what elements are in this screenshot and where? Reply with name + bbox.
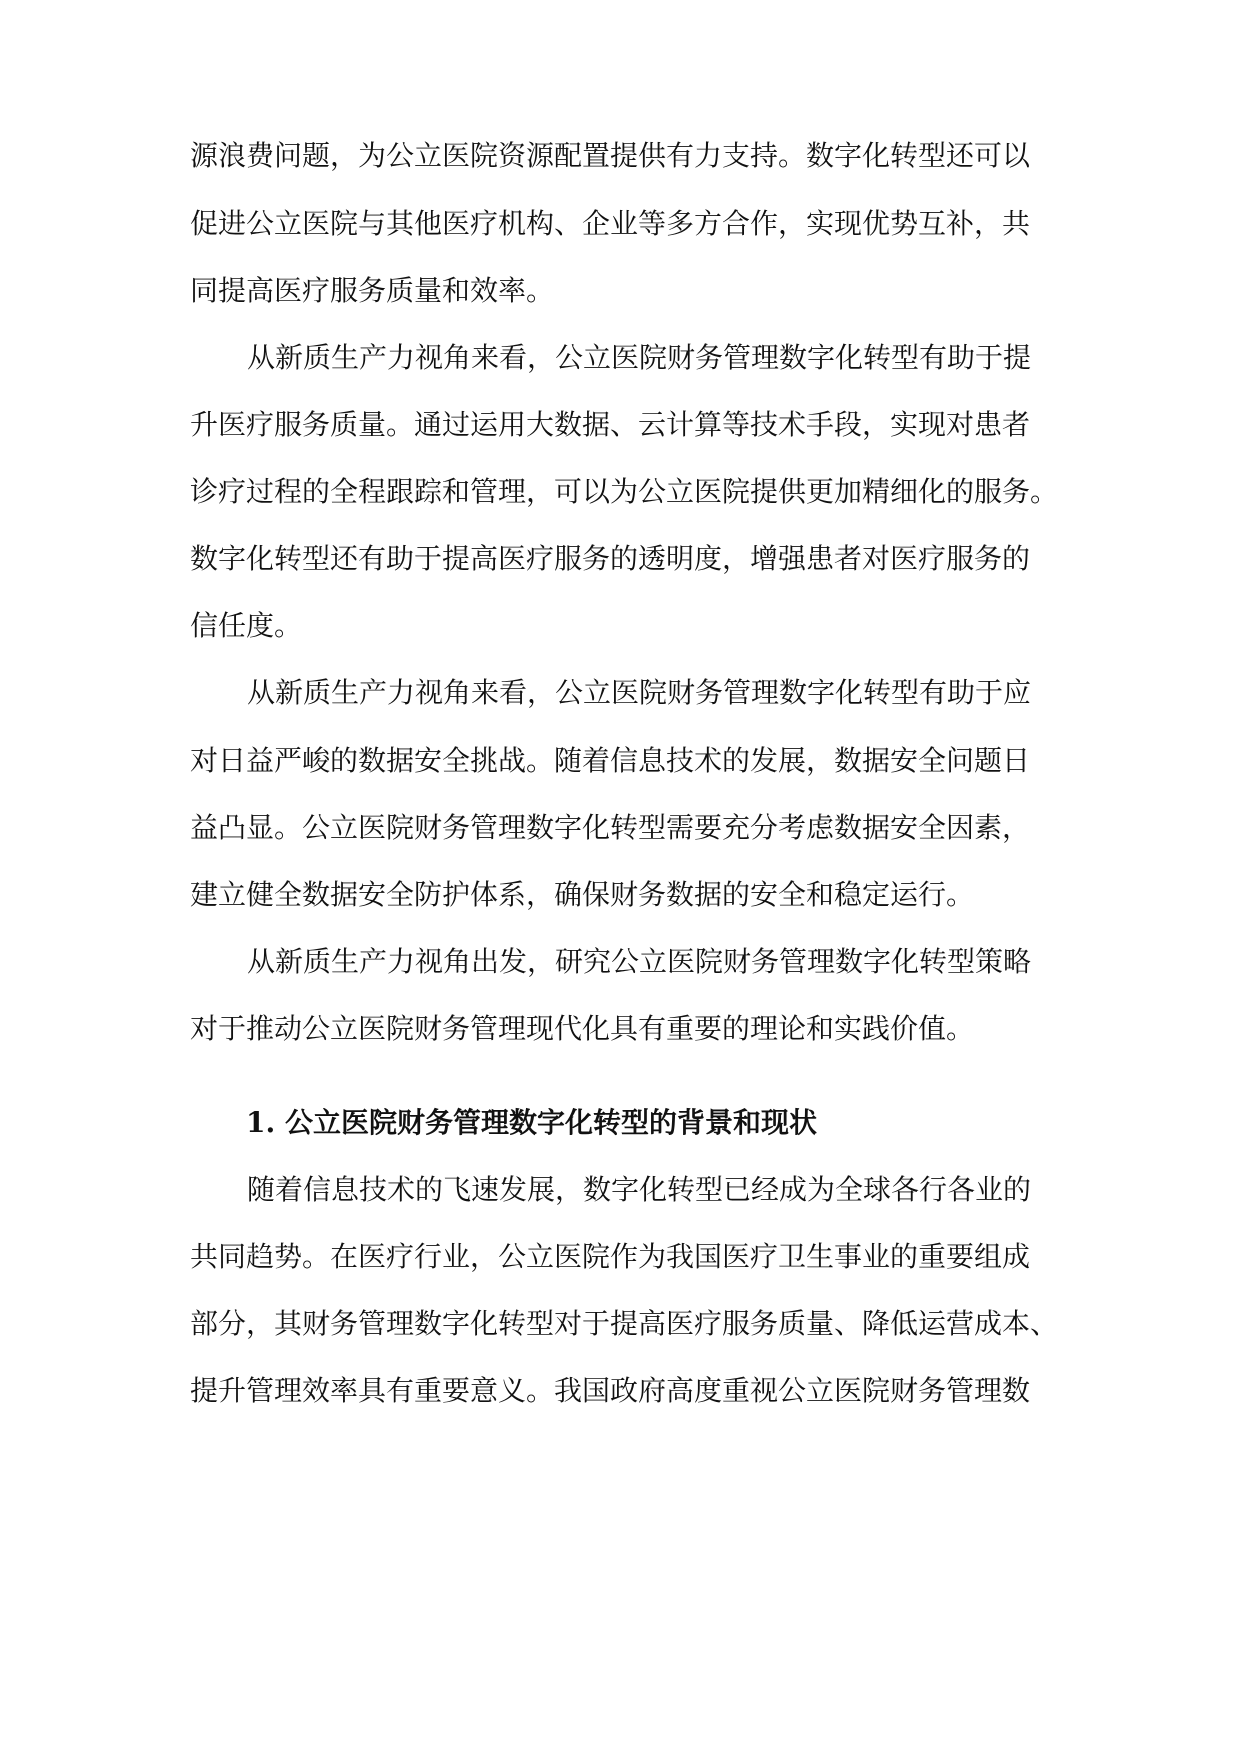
- paragraph-line: 从新质生产力视角来看，公立医院财务管理数字化转型有助于提: [247, 341, 1032, 374]
- paragraph-line: 随着信息技术的飞速发展，数字化转型已经成为全球各行各业的: [247, 1173, 1032, 1206]
- paragraph-line: 益凸显。公立医院财务管理数字化转型需要充分考虑数据安全因素，: [190, 811, 1031, 844]
- paragraph-line: 诊疗过程的全程跟踪和管理，可以为公立医院提供更加精细化的服务。: [190, 475, 1059, 508]
- paragraph-line: 同提高医疗服务质量和效率。: [190, 274, 555, 307]
- paragraph-line: 数字化转型还有助于提高医疗服务的透明度，增强患者对医疗服务的: [190, 542, 1031, 575]
- paragraph-line: 源浪费问题，为公立医院资源配置提供有力支持。数字化转型还可以: [190, 139, 1031, 172]
- paragraph-line: 共同趋势。在医疗行业，公立医院作为我国医疗卫生事业的重要组成: [190, 1240, 1031, 1273]
- paragraph-line: 部分，其财务管理数字化转型对于提高医疗服务质量、降低运营成本、: [190, 1307, 1059, 1340]
- paragraph-line: 对于推动公立医院财务管理现代化具有重要的理论和实践价值。: [190, 1012, 975, 1045]
- section-heading: 1. 公立医院财务管理数字化转型的背景和现状: [246, 1106, 817, 1139]
- paragraph-line: 对日益严峻的数据安全挑战。随着信息技术的发展，数据安全问题日: [190, 744, 1031, 777]
- paragraph-line: 提升管理效率具有重要意义。我国政府高度重视公立医院财务管理数: [190, 1374, 1031, 1407]
- paragraph-line: 升医疗服务质量。通过运用大数据、云计算等技术手段，实现对患者: [190, 408, 1031, 441]
- paragraph-line: 从新质生产力视角来看，公立医院财务管理数字化转型有助于应: [247, 676, 1032, 709]
- paragraph-line: 从新质生产力视角出发，研究公立医院财务管理数字化转型策略: [247, 945, 1032, 978]
- paragraph-line: 促进公立医院与其他医疗机构、企业等多方合作，实现优势互补，共: [190, 207, 1031, 240]
- paragraph-line: 建立健全数据安全防护体系，确保财务数据的安全和稳定运行。: [190, 878, 975, 911]
- paragraph-line: 信任度。: [190, 609, 303, 642]
